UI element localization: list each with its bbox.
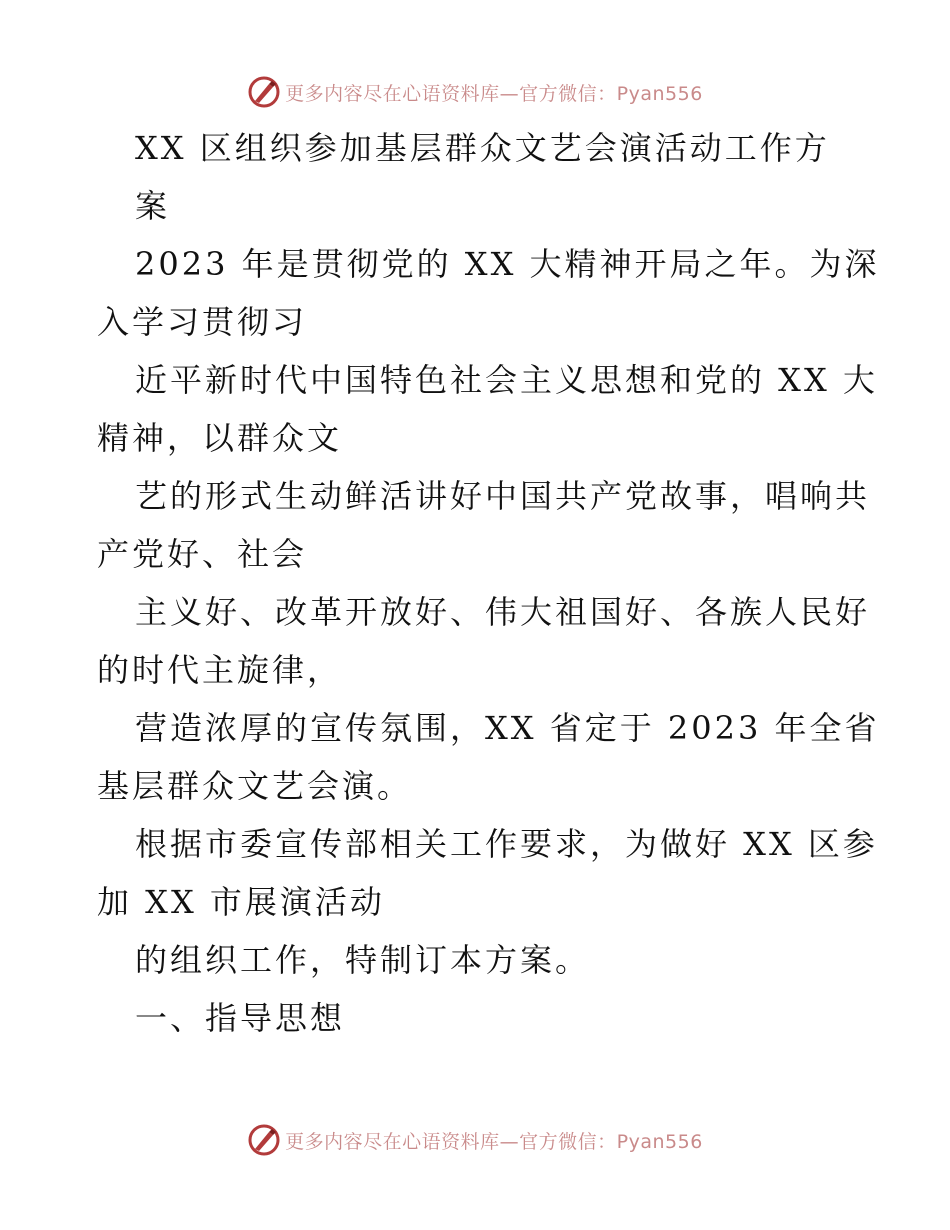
pen-circle-logo-icon	[247, 75, 281, 109]
watermark-text: 更多内容尽在心语资料库—官方微信：Pyan556	[285, 82, 703, 105]
paragraph-line: 2023 年是贯彻党的 XX 大精神开局之年。为深	[135, 245, 880, 283]
paragraph-line: 产党好、社会	[97, 535, 308, 573]
paragraph-line: 近平新时代中国特色社会主义思想和党的 XX 大	[135, 361, 878, 399]
paragraph-line: 营造浓厚的宣传氛围，XX 省定于 2023 年全省	[135, 709, 880, 747]
paragraph-line: 艺的形式生动鲜活讲好中国共产党故事，唱响共	[135, 477, 871, 515]
title-line: 案	[135, 187, 171, 225]
paragraph-line: 加 XX 市展演活动	[97, 883, 385, 921]
watermark-footer	[0, 1120, 950, 1160]
paragraph-line: 精神，以群众文	[97, 419, 343, 457]
watermark-text: 更多内容尽在心语资料库—官方微信：Pyan556	[285, 1130, 703, 1153]
section-heading: 一、指导思想	[135, 999, 346, 1037]
watermark-header	[0, 72, 950, 112]
paragraph-line: 基层群众文艺会演。	[97, 767, 413, 805]
paragraph-line: 入学习贯彻习	[97, 303, 308, 341]
paragraph-line: 主义好、改革开放好、伟大祖国好、各族人民好	[135, 593, 871, 631]
pen-circle-logo-icon	[247, 1123, 281, 1157]
title-line: XX 区组织参加基层群众文艺会演活动工作方	[135, 129, 830, 167]
paragraph-line: 的组织工作，特制订本方案。	[135, 941, 591, 979]
paragraph-line: 根据市委宣传部相关工作要求，为做好 XX 区参	[135, 825, 878, 863]
paragraph-line: 的时代主旋律，	[97, 651, 343, 689]
